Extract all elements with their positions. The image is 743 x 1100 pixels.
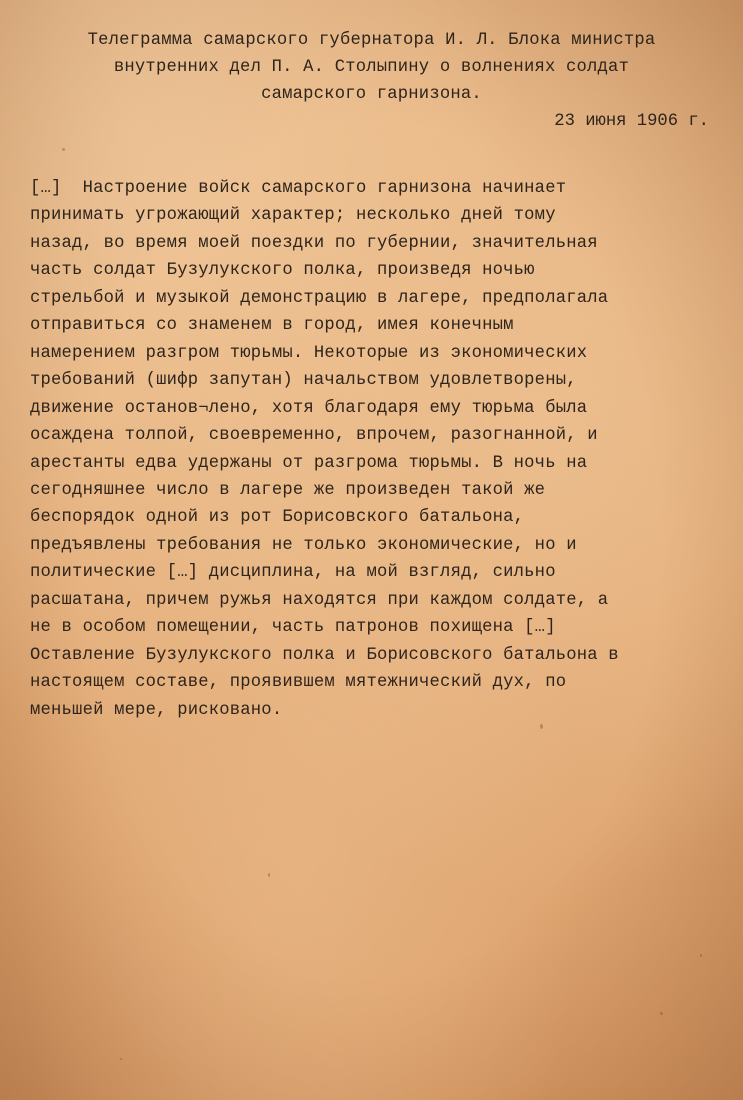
document-date: 23 июня 1906 г. [554,112,709,131]
body-line: отправиться со знаменем в город, имея конечным [30,316,514,336]
body-line: назад, во время моей поездки по губернии, значительная [30,233,598,253]
body-line: сегодняшнее число в лагере же произведен такой же [30,480,546,500]
body-line: осаждена толпой, своевременно, впрочем, разогнанной, и [30,426,598,446]
title-line: самарского гарнизона. [261,85,482,104]
body-line: настоящем составе, проявившем мятежнический дух, по [30,673,567,693]
document-title [30,27,709,108]
body-line: часть солдат Бузулукского полка, произведя ночью [30,261,535,281]
title-line: внутренних дел П. А. Столыпину о волнениях солдат [113,58,630,77]
body-line: расшатана, причем ружья находятся при каждом солдате, а [30,590,609,610]
body-line: стрельбой и музыкой демонстрацию в лагере, предполагала [30,288,609,308]
title-line: Телеграмма самарского губернатора И. Л. Блока министра [87,31,656,50]
body-line: не в особом помещении, часть патронов похищена […] [30,618,556,638]
body-line: принимать угрожающий характер; несколько дней тому [30,206,556,226]
body-line: меньшей мере, рисковано. [30,700,283,720]
body-line: Оставление Бузулукского полка и Борисовского батальона в [30,645,619,665]
body-line: политические […] дисциплина, на мой взгляд, сильно [30,563,556,583]
body-line: […] Настроение войск самарского гарнизона начинает [30,179,567,198]
body-line: намерением разгром тюрьмы. Некоторые из экономических [30,343,588,363]
body-line: требований (шифр запутан) начальством удовлетворены, [30,371,577,391]
document-body [30,175,709,724]
body-line: предъявлены требования не только экономические, но и [30,535,577,555]
body-line: беспорядок одной из рот Борисовского батальона, [30,508,525,528]
body-line: арестанты едва удержаны от разгрома тюрьмы. В ночь на [30,453,588,473]
body-line: движение останов¬лено, хотя благодаря ему тюрьма была [30,398,588,418]
